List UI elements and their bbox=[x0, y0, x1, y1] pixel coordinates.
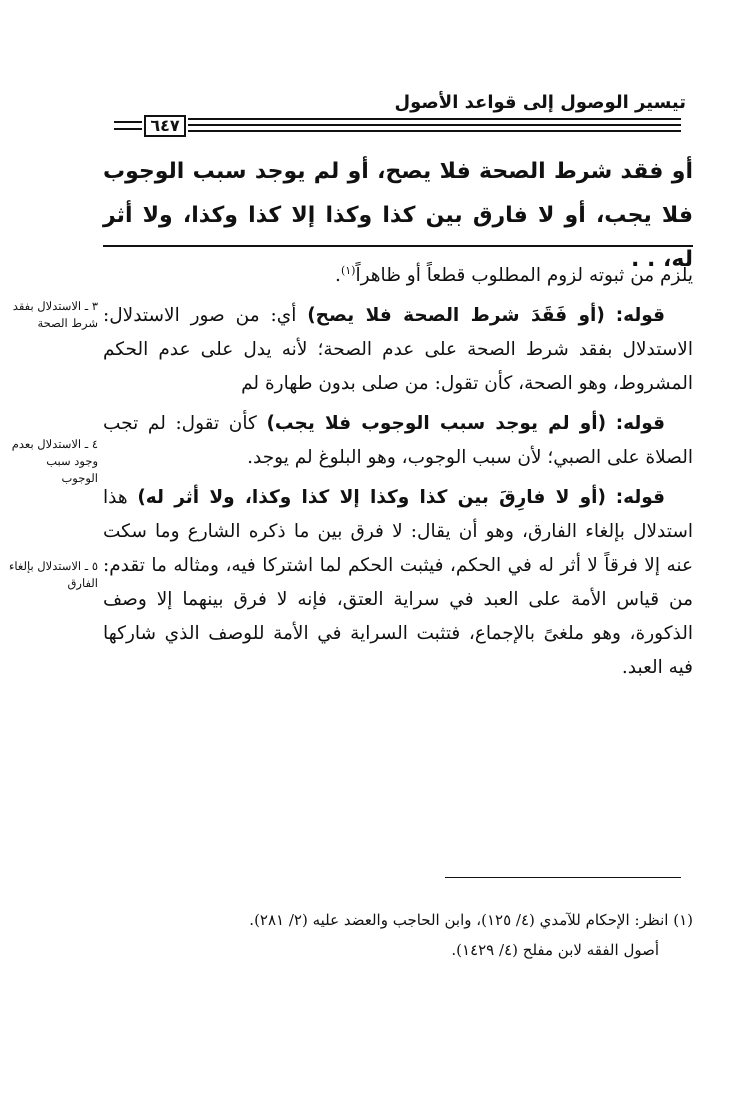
footnote-ref: (١) bbox=[340, 264, 356, 277]
header-rule bbox=[114, 121, 142, 123]
paragraph-text: أي: من صور الاستدلال: الاستدلال بفقد شرط الصحة على عدم الصحة؛ لأنه يدل على عدم الحكم المشروط، وهو الصحة، كأن تقول: من صلى بدون طهارة لم bbox=[103, 305, 693, 395]
running-title: تيسير الوصول إلى قواعد الأصول bbox=[394, 92, 686, 113]
side-note: ٤ ـ الاستدلال بعدم وجود سبب الوجوب bbox=[11, 437, 98, 485]
matn-quote: (أو لم يوجد سبب الوجوب فلا يجب) bbox=[266, 413, 607, 435]
header-rule bbox=[188, 130, 681, 132]
footnote-line: أصول الفقه لابن مفلح (٤/ ١٤٢٩). bbox=[451, 941, 659, 959]
commentary-paragraph bbox=[103, 299, 693, 401]
header-rule bbox=[188, 118, 681, 120]
header-rule bbox=[188, 124, 681, 126]
footnotes bbox=[103, 905, 693, 965]
footnote-separator bbox=[445, 877, 681, 878]
footnote-line: (١) انظر: الإحكام للآمدي (٤/ ١٢٥)، وابن الحاجب والعضد عليه (٢/ ٢٨١). bbox=[249, 911, 693, 929]
matn-separator bbox=[103, 245, 693, 247]
side-note: ٥ ـ الاستدلال بإلغاء الفارق bbox=[8, 559, 98, 590]
matn-quote: (أو فَقَدَ شرط الصحة فلا يصح) bbox=[307, 305, 605, 327]
paragraph-text: هذا استدلال بإلغاء الفارق، وهو أن يقال: لا فرق بين ما ذكره الشارع وما سكت عنه إلا فرقاً لا أثر له في الحكم، فيثبت الحكم لما اشتركا فيه، ومثاله ما تقدم: من قياس الأمة على العبد في سراية العتق، فإنه لا فرق بينهما إلا وصف الذكورة، وهو ملغىً بالإجماع، فتثبت السراية في الأمة للوصف الذي شاركها فيه العبد. bbox=[103, 487, 693, 679]
commentary-intro bbox=[103, 254, 693, 293]
matn-quote: (أو لا فارِقَ بين كذا وكذا إلا كذا وكذا، ولا أثر له) bbox=[137, 487, 606, 509]
intro-end: . bbox=[335, 265, 341, 287]
paragraph-lead: قوله: bbox=[615, 305, 665, 327]
paragraph-lead: قوله: bbox=[615, 413, 665, 435]
paragraph-lead: قوله: bbox=[615, 487, 665, 509]
commentary-paragraph bbox=[103, 481, 693, 685]
side-note: ٣ ـ الاستدلال بفقد شرط الصحة bbox=[12, 299, 98, 330]
matn-text: أو فقد شرط الصحة فلا يصح، أو لم يوجد سبب الوجوب فلا يجب، أو لا فارق بين كذا وكذا إلا كذا وكذا، ولا أثر له، . . bbox=[103, 159, 693, 272]
paragraph-text: كأن تقول: لم تجب الصلاة على الصبي؛ لأن سبب الوجوب، وهو البلوغ لم يوجد. bbox=[103, 413, 693, 469]
commentary bbox=[103, 254, 693, 691]
header-rule bbox=[114, 128, 142, 130]
page-number: ٦٤٧ bbox=[144, 115, 186, 137]
commentary-paragraph bbox=[103, 407, 693, 475]
intro-text: يلزم من ثبوته لزوم المطلوب قطعاً أو ظاهراً bbox=[355, 265, 693, 287]
